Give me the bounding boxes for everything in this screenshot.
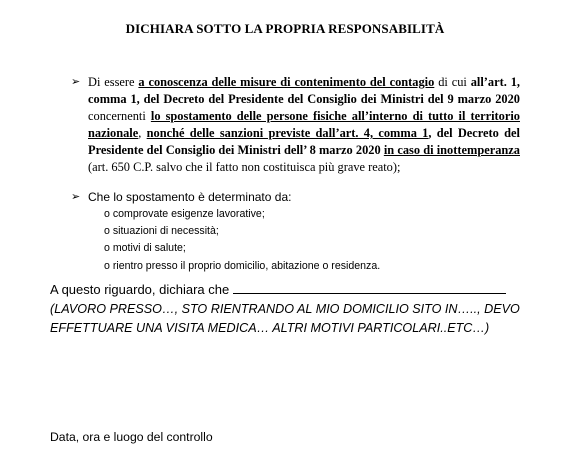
p8: nonché delle sanzioni previste dall’art. 4, comma 1 bbox=[146, 126, 429, 140]
reason-item: o rientro presso il proprio domicilio, abitazione o residenza. bbox=[104, 259, 381, 272]
declaration-label: A questo riguardo, dichiara che bbox=[50, 282, 230, 297]
declaration-line bbox=[50, 282, 506, 297]
declaration-paragraph bbox=[88, 74, 520, 176]
p2: a conoscenza delle misure di contenimento del contagio bbox=[138, 75, 435, 89]
p9: , del Decreto del Presidente del Consiglio dei Ministri dell’ 8 marzo 2020 bbox=[88, 126, 520, 157]
reason-intro: Che lo spostamento è determinato da: bbox=[88, 190, 292, 204]
bullet-arrow-icon: ➢ bbox=[71, 76, 81, 88]
p4: all’art. 1, comma 1, del Decreto del Presidente del Consiglio dei Ministri del 9 marzo 2020 bbox=[88, 75, 520, 106]
hint-line-2: EFFETTUARE UNA VISITA MEDICA… ALTRI MOTIVI PARTICOLARI..ETC…) bbox=[50, 321, 490, 335]
p10: in caso di inottemperanza bbox=[383, 143, 520, 157]
reason-item: o comprovate esigenze lavorative; bbox=[104, 208, 265, 220]
p11: (art. 650 C.P. salvo che il fatto non costituisca più grave reato); bbox=[88, 160, 401, 174]
reason-item: o motivi di salute; bbox=[104, 242, 186, 255]
footer-label: Data, ora e luogo del controllo bbox=[50, 430, 213, 444]
p3: di cui bbox=[434, 75, 471, 89]
p5: concernenti bbox=[88, 109, 151, 123]
declaration-blank-field[interactable] bbox=[233, 283, 506, 294]
p7: , bbox=[138, 126, 147, 140]
reason-list bbox=[104, 206, 380, 275]
p1: Di essere bbox=[88, 75, 139, 89]
reason-item: o situazioni di necessità; bbox=[104, 225, 219, 238]
bullet-arrow-icon: ➢ bbox=[71, 191, 81, 203]
p6: lo spostamento delle persone fisiche all’interno di tutto il territorio nazionale bbox=[88, 109, 520, 140]
hint-line-1: (LAVORO PRESSO…, STO RIENTRANDO AL MIO DOMICILIO SITO IN….., DEVO bbox=[50, 302, 520, 316]
declaration-hint bbox=[50, 300, 550, 338]
page-title: DICHIARA SOTTO LA PROPRIA RESPONSABILITÀ bbox=[125, 21, 445, 36]
